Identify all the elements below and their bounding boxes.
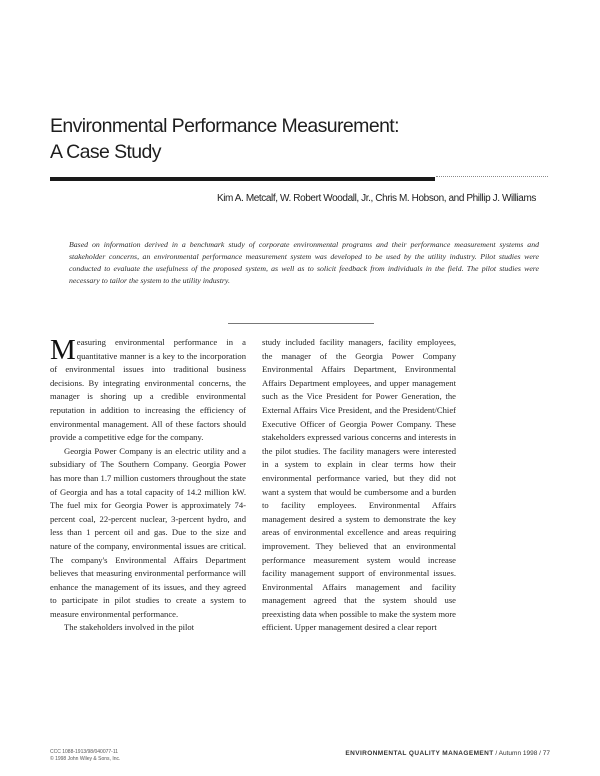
running-footer: [345, 750, 550, 757]
abstract: Based on information derived in a benchmark study of corporate environmental programs and their performance measurement systems and stakeholder concerns, an environmental performance measurement system was developed to be used by the utility industry. Pilot studies were conducted to evaluate the usefulness of the proposed system, as well as to solicit feedback from individuals in the field. The pilot studies were necessary to tailor the system to the utility industry.: [69, 240, 539, 285]
journal-name: ENVIRONMENTAL QUALITY MANAGEMENT: [345, 750, 494, 757]
abstract-divider: [228, 323, 374, 324]
title-line-1: Environmental Performance Measurement:: [50, 115, 399, 137]
body-paragraph: [50, 336, 246, 445]
paragraph-text: easuring environmental performance in a quantitative manner is a key to the incorporation of environmental issues into traditional business decisions. By integrating environmental concerns, the manager is shoring up a credible environmental reputation in addition to increasing the efficiency of environmental management. All of these factors should provide a competitive edge for the company.: [50, 337, 246, 443]
body-column-right: [262, 336, 456, 738]
title-rule-dotted: [436, 176, 548, 177]
copyright-block: [50, 749, 120, 763]
article-title: [50, 113, 550, 165]
body-paragraph: The stakeholders involved in the pilot: [64, 622, 195, 633]
body-column-left: [50, 336, 246, 738]
author-list: Kim A. Metcalf, W. Robert Woodall, Jr., Chris M. Hobson, and Phillip J. Williams: [216, 193, 536, 204]
copyright-line: © 1998 John Wiley & Sons, Inc.: [50, 756, 121, 762]
issn-line: CCC 1088-1913/98/040077-11: [50, 749, 119, 755]
body-paragraph: Georgia Power Company is an electric utility and a subsidiary of The Southern Company. Georgia Power has more than 1.7 million customers throughout the state of Georgia and has a total capacity of 14.2 million kW. The fuel mix for Georgia Power is approximately 74-percent coal, 22-percent nuclear, 3-percent hydro, and less than 1 percent oil and gas. Due to the size and nature of the company, environmental issues are critical. The company's Environmental Affairs Department believes that measuring environmental performance will enhance the management of its issues, and they agreed to participate in pilot studies to create a system to measure environmental performance.: [50, 445, 246, 619]
title-rule: [50, 177, 435, 181]
issue-page: / Autumn 1998 / 77: [495, 750, 550, 757]
drop-cap: M: [50, 336, 76, 366]
title-line-2: A Case Study: [50, 141, 161, 163]
body-paragraph: study included facility managers, facility employees, the manager of the Georgia Power Company Environmental Affairs Department, Environmental Affairs Department employees, and upper management such as the Vice President for Power Generation, the External Affairs Vice President, and the President/Chief Executive Officer of Georgia Power Company. These stakeholders expressed various concerns and interests in the pilot studies. The facility managers were interested in a system to explain in clear terms how their environmental performance varied, but they did not want a system that would be cumbersome and a burden to facility employees. Environmental Affairs management desired a system to demonstrate the key areas of environmental excellence and areas requiring improvement. They believed that an environmental performance measurement system would increase facility management support of environmental issues. Environmental Affairs management and facility management agreed that the system should use preexisting data when possible to make the system more efficient. Upper management desired a clear report: [262, 337, 456, 633]
